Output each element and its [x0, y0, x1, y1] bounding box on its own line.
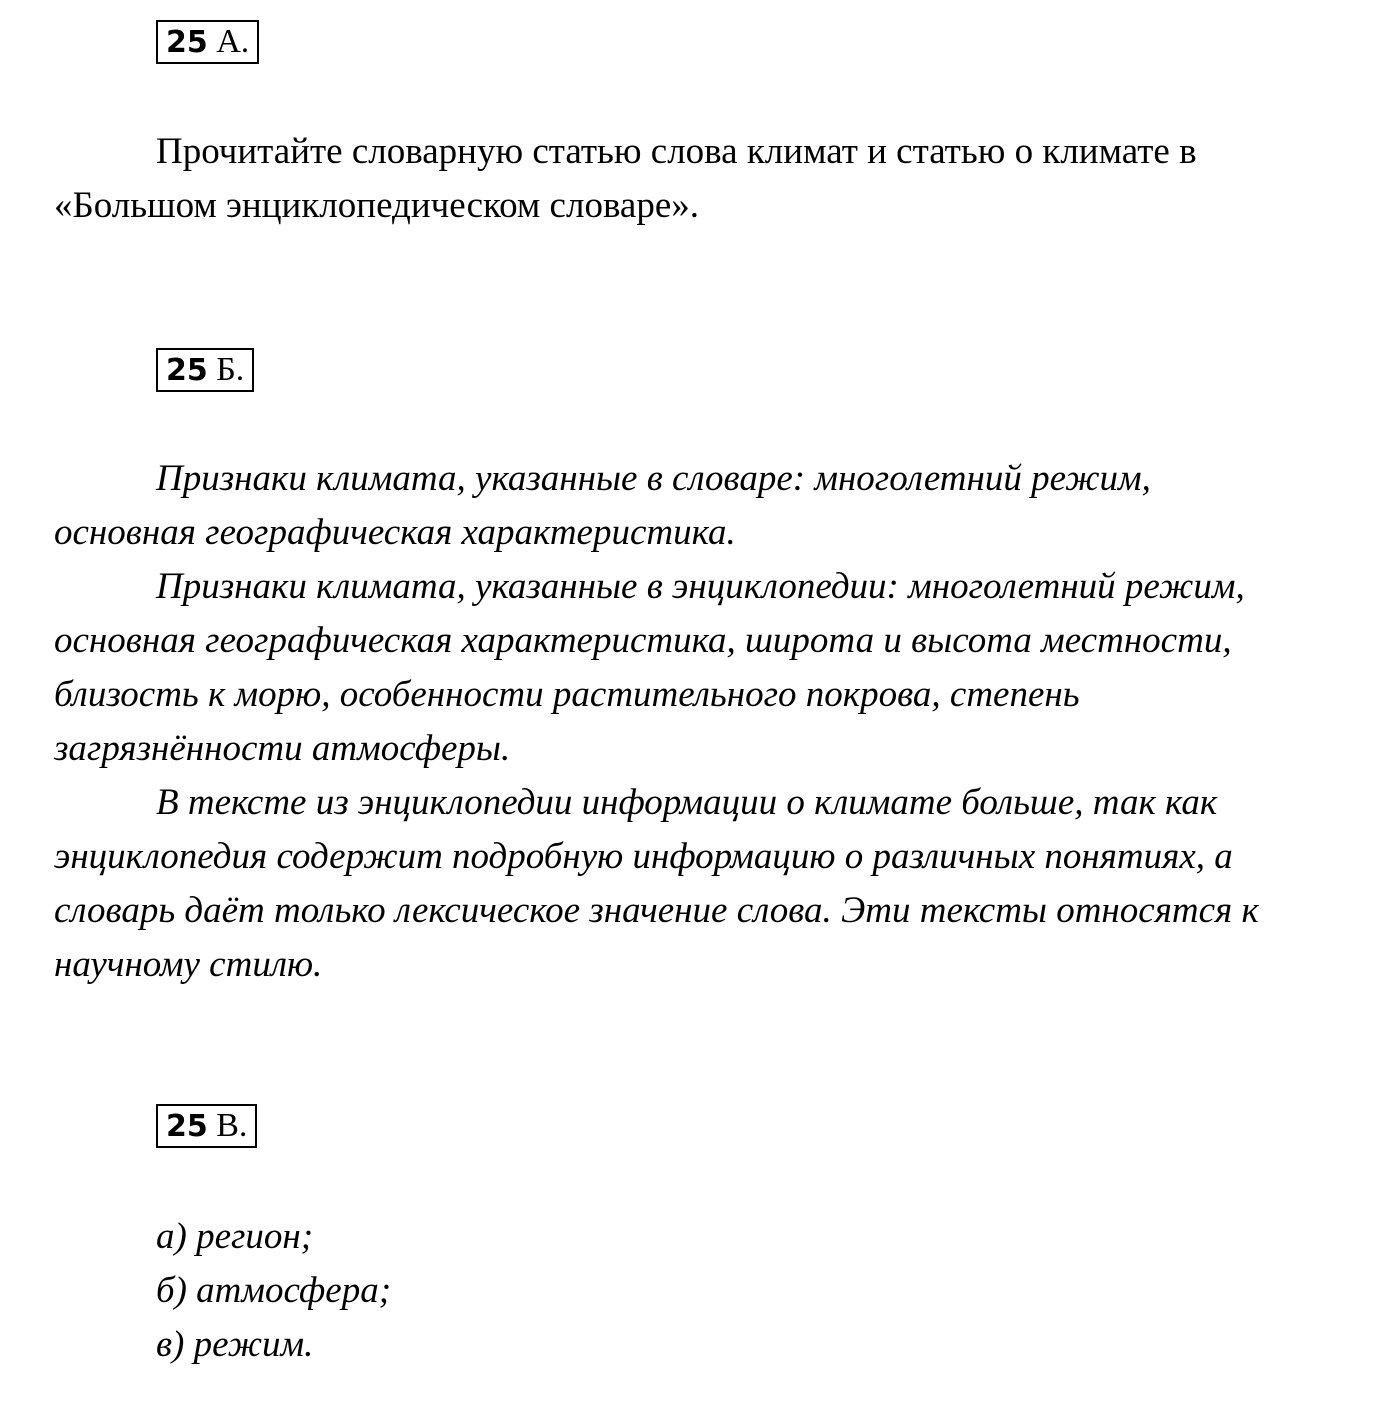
answer-list	[156, 1210, 391, 1372]
task-number: 25	[166, 1109, 208, 1144]
text-line: основная географическая характеристика.	[54, 512, 736, 553]
task-a-text	[54, 125, 1390, 233]
task-letter: Б.	[216, 351, 245, 388]
task-b-paragraph-3	[54, 776, 1390, 992]
answer-item: а) регион;	[156, 1216, 314, 1257]
text-line: энциклопедия содержит подробную информацию о различных понятиях, а	[54, 836, 1233, 877]
answer-item: б) атмосфера;	[156, 1270, 392, 1311]
task-b-paragraph-1	[54, 452, 1390, 560]
text-line: близость к морю, особенности растительного покрова, степень	[54, 674, 1080, 715]
text-line: Признаки климата, указанные в энциклопедии: многолетний режим,	[156, 566, 1245, 607]
text-line: В тексте из энциклопедии информации о климате больше, так как	[156, 782, 1218, 823]
task-letter: А.	[216, 23, 250, 60]
task-label-25a	[156, 20, 259, 64]
task-letter: В.	[216, 1107, 248, 1144]
text-line: «Большом энциклопедическом словаре».	[54, 185, 700, 226]
answer-item: в) режим.	[156, 1324, 314, 1365]
text-line: загрязнённости атмосферы.	[54, 728, 511, 769]
text-line: основная географическая характеристика, широта и высота местности,	[54, 620, 1232, 661]
text-line: Признаки климата, указанные в словаре: многолетний режим,	[156, 458, 1151, 499]
text-line: Прочитайте словарную статью слова климат и статью о климате в	[156, 131, 1197, 172]
task-label-25v	[156, 1104, 257, 1148]
task-label-25b	[156, 348, 254, 392]
task-b-paragraph-2	[54, 560, 1390, 776]
text-line: словарь даёт только лексическое значение слова. Эти тексты относятся к	[54, 890, 1259, 931]
task-number: 25	[166, 353, 208, 388]
text-line: научному стилю.	[54, 944, 323, 985]
task-number: 25	[166, 25, 208, 60]
